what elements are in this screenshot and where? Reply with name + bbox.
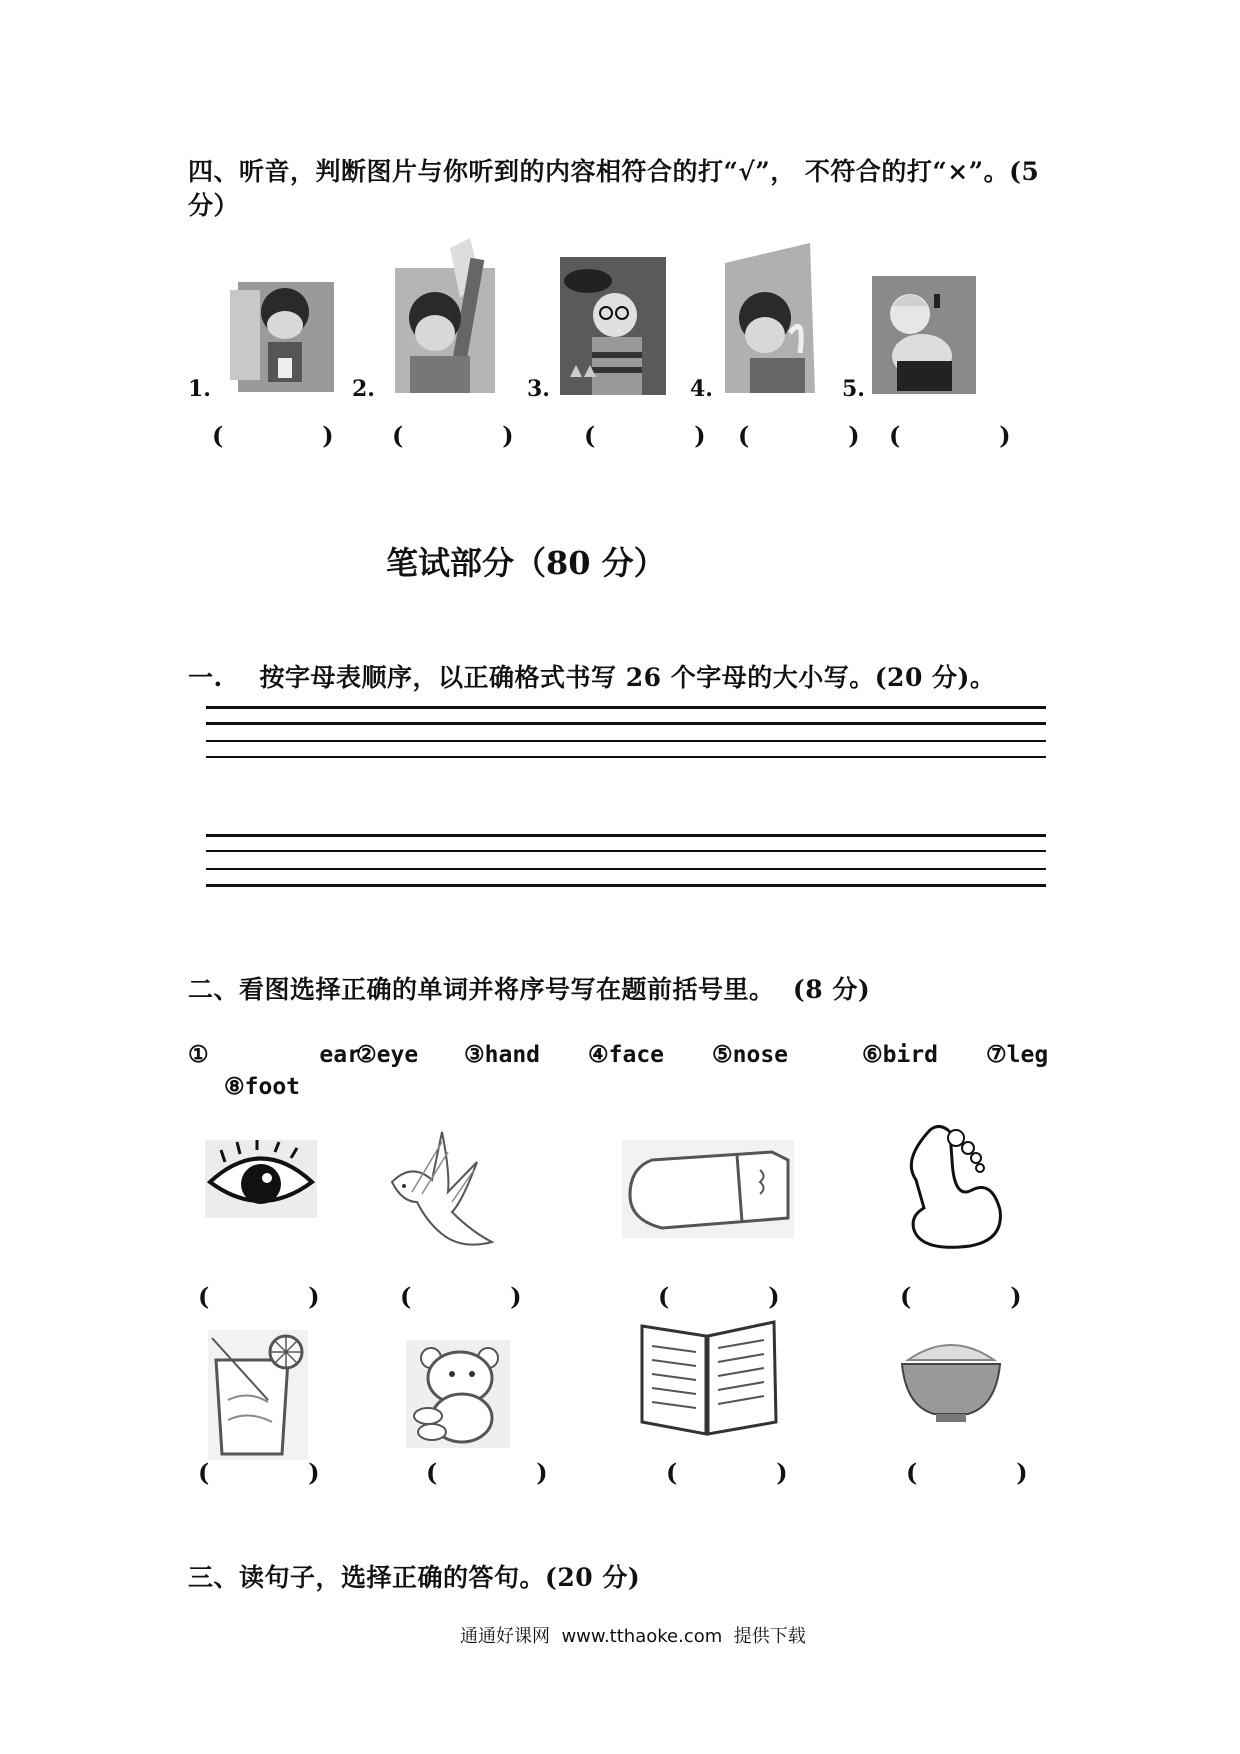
- foot-icon: [892, 1120, 1004, 1252]
- boy-picture-2: [390, 238, 500, 396]
- written-part-heading: 笔试部分（80 分）: [386, 544, 666, 582]
- rice-bowl-icon: [898, 1336, 1004, 1424]
- girl-sitting-picture-5: [872, 276, 976, 394]
- word-answer-blank-7[interactable]: ( ): [666, 1458, 788, 1487]
- boy-picture-1: [230, 270, 340, 395]
- item-number-3: 3.: [527, 376, 550, 402]
- bird-icon: [382, 1122, 494, 1272]
- answer-blank-4[interactable]: ( ): [738, 421, 860, 450]
- section-four-title-line1: 四、听音，判断图片与你听到的内容相符合的打“√”， 不符合的打“×”。(5: [188, 157, 1040, 186]
- word-option-leg: ⑦leg: [986, 1042, 1049, 1068]
- writing-line: [206, 722, 1046, 725]
- boy-picture-4: [720, 243, 820, 395]
- item-number-1: 1.: [188, 376, 211, 402]
- teddy-bear-icon: [406, 1340, 510, 1448]
- word-answer-blank-3[interactable]: ( ): [658, 1282, 780, 1311]
- word-answer-blank-4[interactable]: ( ): [900, 1282, 1022, 1311]
- word-answer-blank-5[interactable]: ( ): [198, 1458, 320, 1487]
- eye-icon: [205, 1140, 317, 1218]
- section-four-title-line2: 分）: [188, 191, 240, 220]
- item-number-5: 5.: [842, 376, 865, 402]
- word-option-face: ④face: [588, 1042, 665, 1068]
- item-number-2: 2.: [352, 376, 375, 402]
- eraser-icon: [622, 1140, 794, 1238]
- word-option-ear: ① ear: [188, 1042, 361, 1068]
- writing-line: [206, 850, 1046, 852]
- answer-blank-1[interactable]: ( ): [212, 421, 334, 450]
- word-option-bird: ⑥bird: [862, 1042, 939, 1068]
- boy-with-glasses-picture-3: [560, 257, 668, 395]
- section-one-title: 一. 按字母表顺序，以正确格式书写 26 个字母的大小写。(20 分)。: [188, 663, 996, 692]
- writing-line: [206, 706, 1046, 709]
- writing-line: [206, 740, 1046, 742]
- writing-line: [206, 834, 1046, 837]
- juice-glass-icon: [208, 1330, 308, 1460]
- section-two-title: 二、看图选择正确的单词并将序号写在题前括号里。 (8 分): [188, 975, 871, 1004]
- word-answer-blank-1[interactable]: ( ): [198, 1282, 320, 1311]
- writing-line: [206, 884, 1046, 887]
- answer-blank-2[interactable]: ( ): [392, 421, 514, 450]
- word-answer-blank-8[interactable]: ( ): [906, 1458, 1028, 1487]
- word-option-eye: ②eye: [356, 1042, 419, 1068]
- word-option-foot: ⑧foot: [224, 1074, 301, 1100]
- word-answer-blank-2[interactable]: ( ): [400, 1282, 522, 1311]
- answer-blank-5[interactable]: ( ): [889, 421, 1011, 450]
- book-icon: [636, 1316, 780, 1440]
- footer-text: 通通好课网 www.tthaoke.com 提供下载: [460, 1626, 806, 1647]
- word-answer-blank-6[interactable]: ( ): [426, 1458, 548, 1487]
- item-number-4: 4.: [690, 376, 713, 402]
- writing-line: [206, 756, 1046, 758]
- writing-line: [206, 868, 1046, 870]
- word-option-hand: ③hand: [464, 1042, 541, 1068]
- word-option-nose: ⑤nose: [712, 1042, 789, 1068]
- section-three-title: 三、读句子，选择正确的答句。(20 分): [188, 1563, 641, 1592]
- answer-blank-3[interactable]: ( ): [584, 421, 706, 450]
